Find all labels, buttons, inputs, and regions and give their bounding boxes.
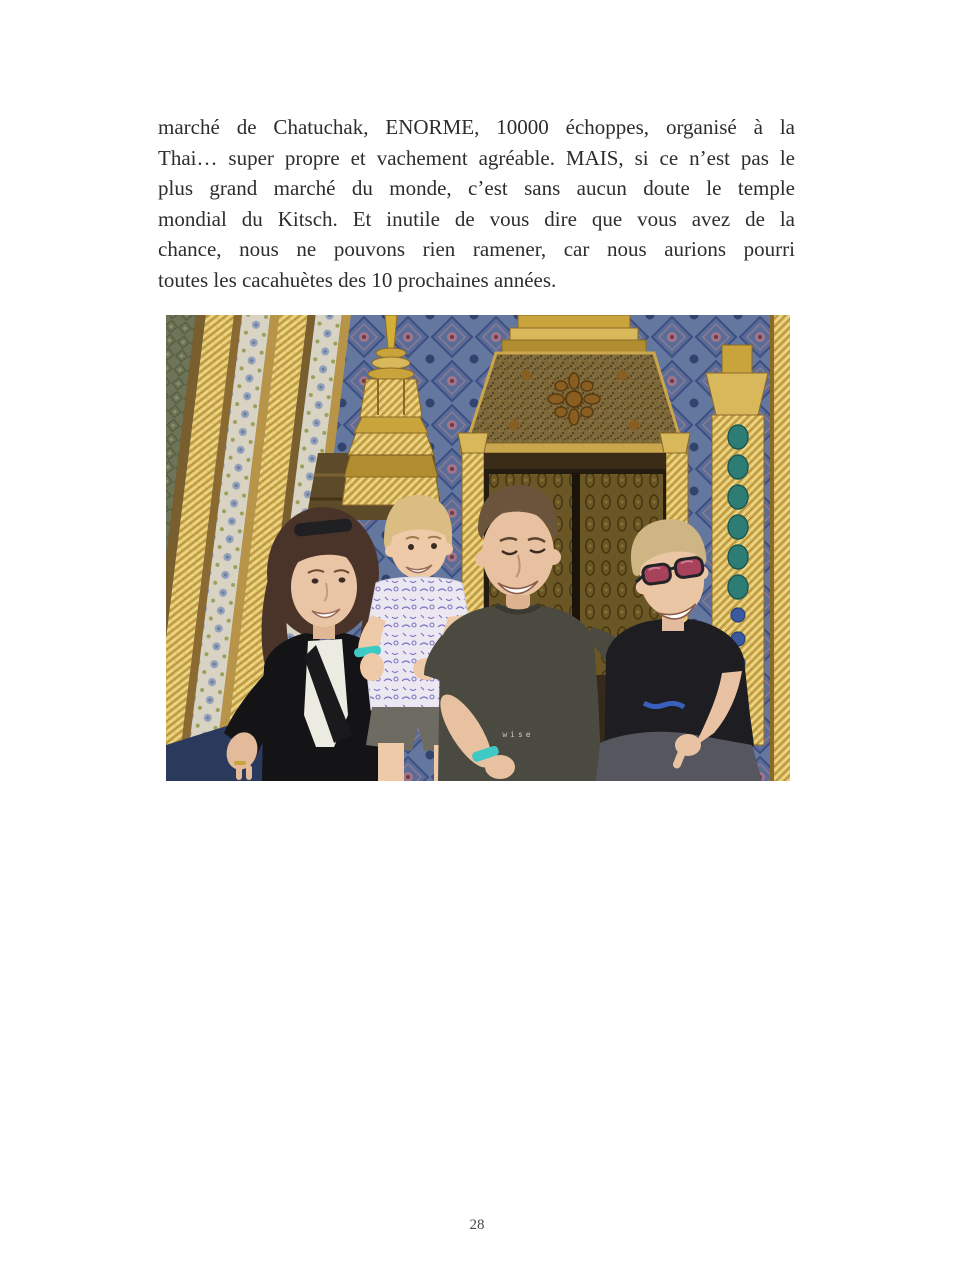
family-photo — [166, 315, 790, 781]
paragraph-line: mondial du Kitsch. Et inutile de vous dire que vous avez de la — [158, 206, 795, 231]
paragraph-line: marché de Chatuchak, ENORME, 10000 échoppes, organisé à la — [158, 115, 795, 139]
page-number: 28 — [469, 1217, 485, 1233]
body-text — [158, 112, 795, 296]
tshirt-print — [644, 703, 684, 707]
paragraph-line: toutes les cacahuètes des 10 prochaines années. — [158, 267, 557, 292]
family-photo-graphic — [166, 315, 790, 781]
paragraph-line: chance, nous ne pouvons rien ramener, car nous aurions pourri — [158, 237, 795, 262]
tshirt-brand-text: wise — [502, 730, 534, 739]
olive-tshirt — [438, 605, 602, 781]
paragraph-line: plus grand marché du monde, c’est sans aucun doute le temple — [158, 176, 795, 201]
gold-ring — [234, 761, 246, 765]
paragraph-line: Thai… super propre et vachement agréable. MAIS, si ce n’est pas le — [158, 145, 795, 170]
